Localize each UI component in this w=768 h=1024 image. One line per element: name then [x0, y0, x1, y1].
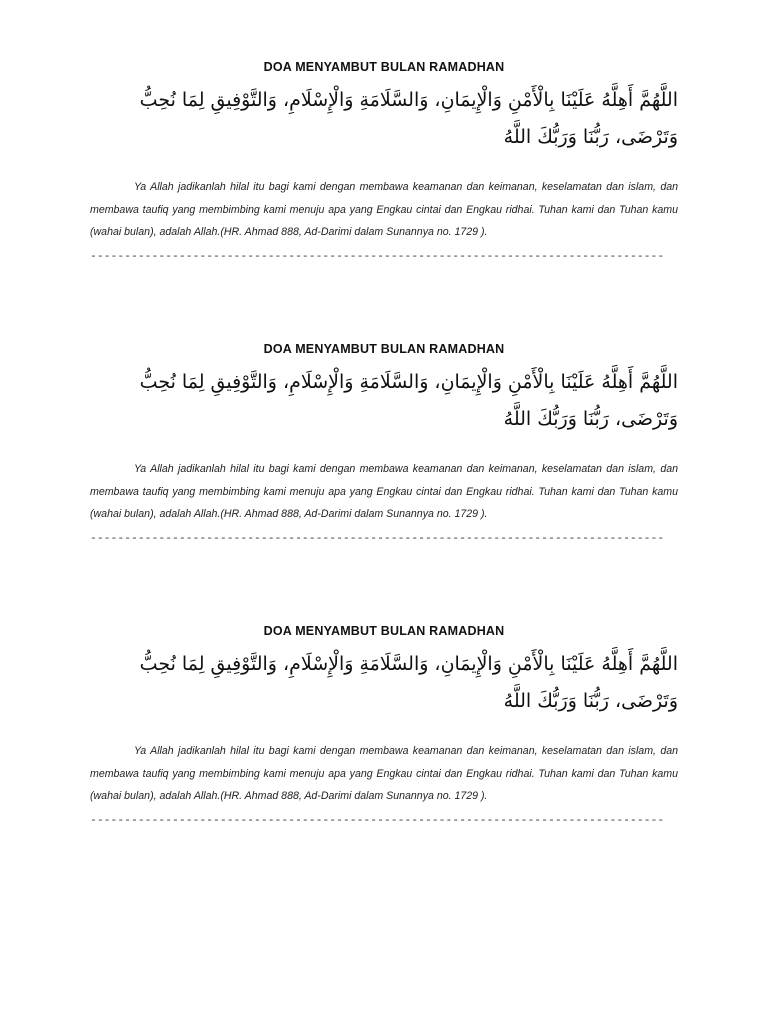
prayer-translation: Ya Allah jadikanlah hilal itu bagi kami dengan membawa keamanan dan keimanan, keselamatan dan islam, dan membawa taufiq yang membimbing kami menuju apa yang Engkau cintai dan Engkau ridhai. Tuhan kami dan Tuhan kamu (wahai bulan), adalah Allah.(HR. Ahmad 888, Ad-Darimi dalam Sunannya no. 1729 ). [90, 463, 678, 520]
arabic-prayer-text: اللَّهُمَّ أَهِلَّهُ عَلَيْنَا بِالْأَمْنِ وَالْإِيمَانِ، وَالسَّلَامَةِ وَالْإِسْلَامِ، وَالتَّوْفِيقِ لِمَا نُحِبُّ وَتَرْضَى، رَبُّنَا وَرَبُّكَ اللَّهُ [139, 653, 678, 712]
prayer-section [90, 340, 678, 546]
prayer-translation: Ya Allah jadikanlah hilal itu bagi kami dengan membawa keamanan dan keimanan, keselamatan dan islam, dan membawa taufiq yang membimbing kami menuju apa yang Engkau cintai dan Engkau ridhai. Tuhan kami dan Tuhan kamu (wahai bulan), adalah Allah.(HR. Ahmad 888, Ad-Darimi dalam Sunannya no. 1729 ). [90, 745, 678, 802]
prayer-translation: Ya Allah jadikanlah hilal itu bagi kami dengan membawa keamanan dan keimanan, keselamatan dan islam, dan membawa taufiq yang membimbing kami menuju apa yang Engkau cintai dan Engkau ridhai. Tuhan kami dan Tuhan kamu (wahai bulan), adalah Allah.(HR. Ahmad 888, Ad-Darimi dalam Sunannya no. 1729 ). [90, 181, 678, 238]
dashed-divider: ------------------------------------------------------------------------------------ [90, 532, 665, 545]
dashed-divider: ------------------------------------------------------------------------------------ [90, 814, 665, 827]
prayer-section [90, 622, 678, 828]
arabic-prayer-text: اللَّهُمَّ أَهِلَّهُ عَلَيْنَا بِالْأَمْنِ وَالْإِيمَانِ، وَالسَّلَامَةِ وَالْإِسْلَامِ، وَالتَّوْفِيقِ لِمَا نُحِبُّ وَتَرْضَى، رَبُّنَا وَرَبُّكَ اللَّهُ [139, 89, 678, 148]
prayer-title: DOA MENYAMBUT BULAN RAMADHAN [263, 624, 505, 638]
dashed-divider: ------------------------------------------------------------------------------------ [90, 250, 665, 263]
arabic-prayer-text: اللَّهُمَّ أَهِلَّهُ عَلَيْنَا بِالْأَمْنِ وَالْإِيمَانِ، وَالسَّلَامَةِ وَالْإِسْلَامِ، وَالتَّوْفِيقِ لِمَا نُحِبُّ وَتَرْضَى، رَبُّنَا وَرَبُّكَ اللَّهُ [139, 371, 678, 430]
prayer-section [90, 58, 678, 264]
prayer-title: DOA MENYAMBUT BULAN RAMADHAN [263, 60, 505, 74]
prayer-title: DOA MENYAMBUT BULAN RAMADHAN [263, 342, 505, 356]
